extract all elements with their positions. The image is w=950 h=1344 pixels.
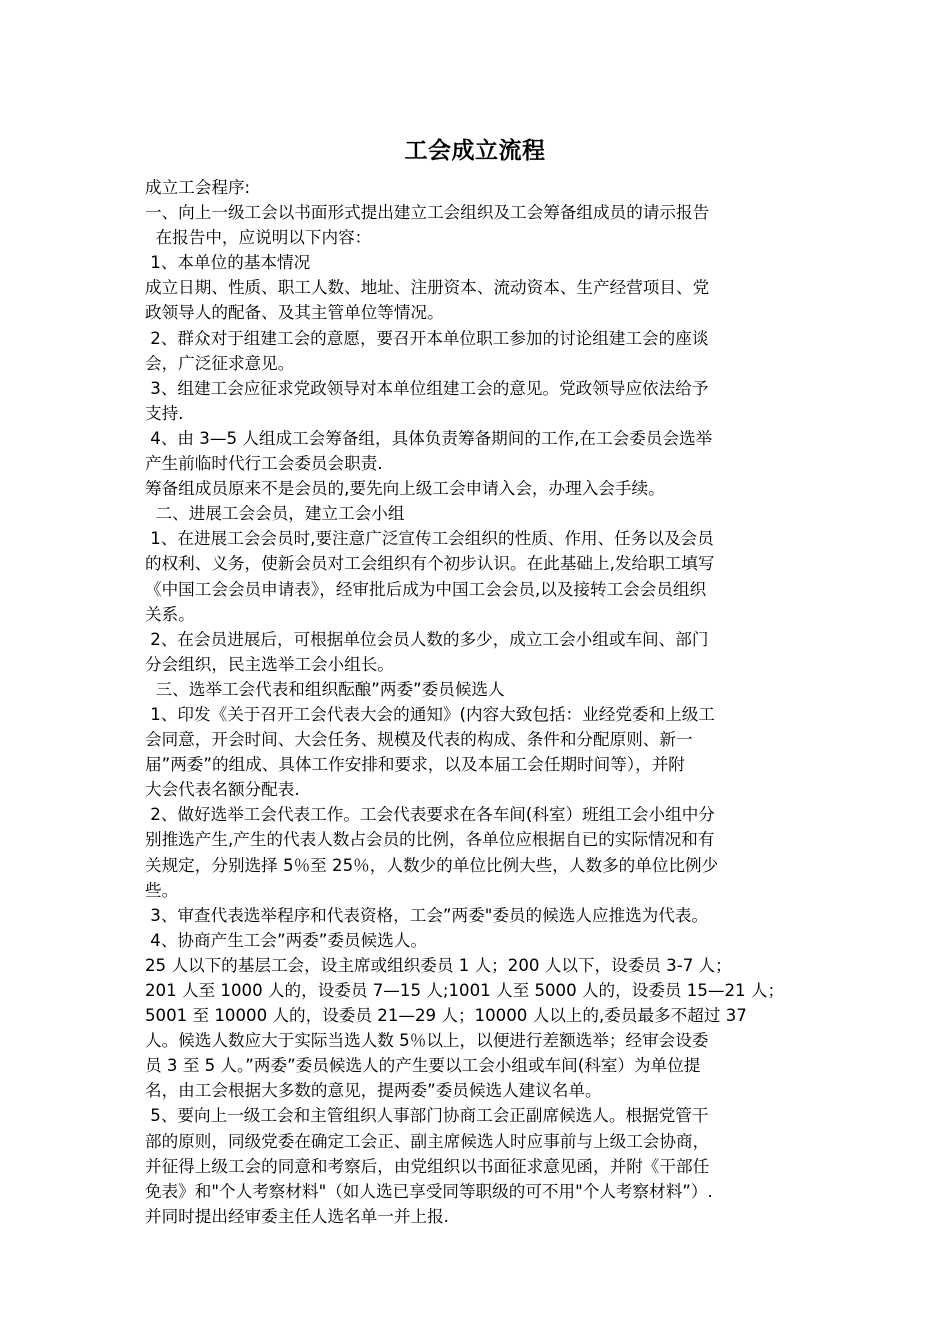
text-line: 1、印发《关于召开工会代表大会的通知》(内容大致包括：业经党委和上级工 [145,704,715,724]
text-line: 部的原则，同级党委在确定工会正、副主席候选人时应事前与上级工会协商， [145,1131,710,1151]
text-line: 分会组织，民主选举工会小组长。 [145,654,394,674]
text-line: 1、在进展工会会员时,要注意广泛宣传工会组织的性质、作用、任务以及会员 [145,529,714,549]
text-line: 2、群众对于组建工会的意愿，要召开本单位职工参加的讨论组建工会的座谈 [145,328,709,348]
text-line: 关系。 [145,604,195,624]
text-line: 支持. [145,403,184,423]
text-line: 1、本单位的基本情况 [145,253,311,273]
text-line: 2、在会员进展后，可根据单位会员人数的多少，成立工会小组或车间、部门 [145,629,709,649]
text-line: 并征得上级工会的同意和考察后，由党组织以书面征求意见函，并附《干部任 [145,1156,710,1176]
text-line: 3、审查代表选举程序和代表资格，工会”两委"委员的候选人应推选为代表。 [145,905,709,925]
text-line: 别推选产生,产生的代表人数占会员的比例，各单位应根据自已的实际情况和有 [145,830,715,850]
text-line: 4、协商产生工会”两委”委员候选人。 [145,930,427,950]
text-line: 免表》和"个人考察材料"（如人选已享受同等职级的可不用"个人考察材料”）. [145,1181,713,1201]
text-line: 成立日期、性质、职工人数、地址、注册资本、流动资本、生产经营项目、党 [145,278,710,298]
document-body [145,175,835,1229]
text-line: 三、选举工会代表和组织酝酿”两委”委员候选人 [145,679,505,699]
text-line: 25 人以下的基层工会，设主席或组织委员 1 人；200 人以下，设委员 3-7 人； [145,955,732,975]
text-line: 5001 至 10000 人的，设委员 21—29 人；10000 人以上的,委员最多不超过 37 [145,1006,747,1026]
text-line: 二、进展工会会员，建立工会小组 [145,504,405,524]
text-line: 4、由 3—5 人组成工会筹备组，具体负责筹备期间的工作,在工会委员会选举 [145,428,713,448]
text-line: 一、向上一级工会以书面形式提出建立工会组织及工会筹备组成员的请示报告 [145,203,710,223]
text-line: 并同时提出经审委主任人选名单一并上报. [145,1206,449,1226]
text-line: 会同意，开会时间、大会任务、规模及代表的构成、条件和分配原则、新一 [145,730,693,750]
text-line: 的权利、义务，使新会员对工会组织有个初步认识。在此基础上,发给职工填写 [145,554,715,574]
text-line: 成立工会程序: [145,178,251,197]
text-line: 员 3 至 5 人。”两委”委员候选人的产生要以工会小组或车间(科室）为单位提 [145,1056,701,1076]
text-line: 政领导人的配备、及其主管单位等情况。 [145,303,444,323]
text-line: 大会代表名额分配表. [145,780,300,800]
text-line: 在报告中，应说明以下内容： [145,228,372,248]
text-line: 名，由工会根据大多数的意见，提两委”委员候选人建议名单。 [145,1081,602,1101]
text-line: 《中国工会会员申请表》，经审批后成为中国工会会员,以及接转工会会员组织 [145,579,707,599]
text-line: 201 人至 1000 人的，设委员 7—15 人;1001 人至 5000 人的，设委员 15—21 人； [145,981,785,1000]
text-line: 5、要向上一级工会和主管组织人事部门协商工会正副席候选人。根据党管干 [145,1106,709,1126]
text-line: 产生前临时代行工会委员会职责. [145,454,383,474]
text-line: 届”两委”的组成、具体工作安排和要求，以及本届工会任期时间等），并附 [145,755,685,775]
text-line: 些。 [145,880,179,900]
text-line: 3、组建工会应征求党政领导对本单位组建工会的意见。党政领导应依法给予 [145,378,709,398]
text-line: 会，广泛征求意见。 [145,353,295,373]
text-line: 筹备组成员原来不是会员的,要先向上级工会申请入会，办理入会手续。 [145,479,665,499]
document-title: 工会成立流程 [404,138,546,164]
text-line: 2、做好选举工会代表工作。工会代表要求在各车间(科室）班组工会小组中分 [145,805,715,825]
text-line: 人。候选人数应大于实际当选人数 5％以上，以便进行差额选举；经审会设委 [145,1031,709,1051]
text-line: 关规定，分别选择 5％至 25％，人数少的单位比例大些，人数多的单位比例少 [145,855,719,875]
